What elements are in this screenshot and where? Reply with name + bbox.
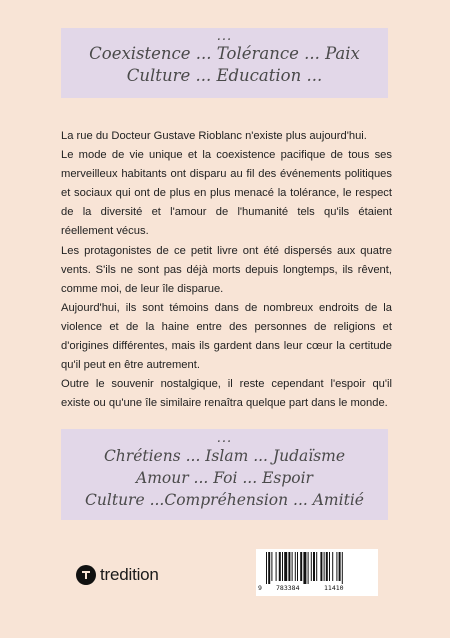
barcode-lead-digit: 9 [258,584,262,592]
publisher-name: tredition [100,565,159,584]
barcode-bar [295,552,296,581]
banner-dots: ... [216,431,233,446]
barcode-bar [276,552,277,581]
barcode-bars [266,552,370,584]
banner-line-3: Culture ...Compréhension ... Amitié [85,491,364,509]
barcode-bar [329,552,330,581]
banner-line-2: Amour ... Foi ... Espoir [136,469,313,487]
barcode-bar [336,552,337,581]
isbn-barcode [256,549,378,596]
barcode-bar [266,552,267,584]
barcode-bar [308,552,309,584]
barcode-group-1: 783384 [276,584,300,592]
banner-line-1: Chrétiens ... Islam ... Judaïsme [103,447,346,465]
barcode-bar [316,552,317,581]
barcode-bar [311,552,312,581]
paragraph-2: Le mode de vie unique et la coexistence pacifique de tous ses merveilleux habitants ont disparu au fil des événements politiques et sociaux qui ont de plus en plus menacé la tolérance, le respect de la diversité et l'amour de l'humanité tels qu'ils étaient réellement vécus. [61,149,392,238]
barcode-bar [332,552,333,581]
barcode-bar [320,552,322,581]
back-cover-text [61,127,392,413]
publisher-logo [76,565,159,585]
paragraph-1: La rue du Docteur Gustave Rioblanc n'existe plus aujourd'hui. [61,130,367,142]
paragraph-3: Les protagonistes de ce petit livre ont été dispersés aux quatre vents. S'ils ne sont pas déjà morts depuis longtemps, ils rêvent, comme moi, de leur île disparue. [61,244,392,295]
paragraph-4: Aujourd'hui, ils sont témoins dans de nombreux endroits de la violence et de la haine entre des personnes de religions et d'origines différentes, mais ils gardent dans leur cœur la certitude qu'il peut en être autrement. [61,301,392,372]
barcode-bar [313,552,315,581]
barcode-bar [279,552,281,581]
paragraph-5: Outre le souvenir nostalgique, il reste cependant l'espoir qu'il existe ou qu'une île similaire renaîtra quelque part dans le monde. [61,378,392,410]
barcode-bar [268,552,270,584]
tredition-logo-icon [76,565,96,585]
barcode-bar [292,552,293,581]
bottom-banner [61,429,388,520]
barcode-bar [288,552,290,581]
barcode-bar [342,552,343,584]
barcode-bar [271,552,272,581]
banner-line-1: Coexistence ... Tolérance ... Paix [89,44,360,63]
top-banner [61,28,388,98]
banner-line-2: Culture ... Education ... [126,66,323,85]
barcode-bar [339,552,341,581]
barcode-bar [284,552,287,581]
barcode-bar [300,552,302,581]
barcode-bar [282,552,283,581]
barcode-group-2: 11410 [324,584,344,592]
banner-dots: ... [216,29,233,44]
barcode-bar [324,552,325,581]
barcode-bar [303,552,306,584]
barcode-bar [297,552,298,581]
barcode-bar [326,552,328,581]
